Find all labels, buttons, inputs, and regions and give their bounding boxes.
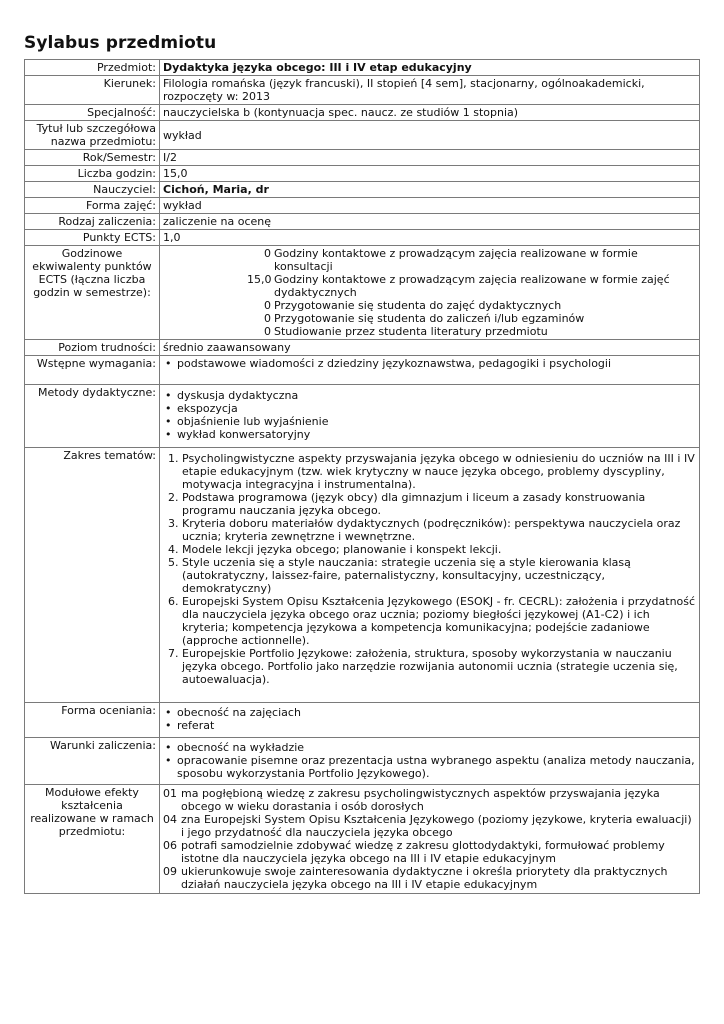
outcome-code: 01 bbox=[163, 787, 177, 800]
outcome-item bbox=[163, 787, 696, 813]
topic-item: 2. Podstawa programowa (język obcy) dla gimnazjum i liceum a zasady konstruowania programu nauczania języka obcego. bbox=[182, 491, 696, 517]
value-godziny: 15,0 bbox=[160, 166, 700, 182]
value-wymagania bbox=[160, 356, 700, 385]
row-efekty bbox=[25, 785, 700, 894]
label-rok: Rok/Semestr: bbox=[25, 150, 160, 166]
label-nauczyciel: Nauczyciel: bbox=[25, 182, 160, 198]
label-kierunek: Kierunek: bbox=[25, 76, 160, 105]
hours-item bbox=[247, 247, 696, 273]
list-item: • ekspozycja bbox=[177, 402, 696, 415]
outcome-code: 04 bbox=[163, 813, 177, 826]
label-ects: Punkty ECTS: bbox=[25, 230, 160, 246]
value-ects: 1,0 bbox=[160, 230, 700, 246]
list-item: • podstawowe wiadomości z dziedziny językoznawstwa, pedagogiki i psychologii bbox=[177, 357, 696, 370]
label-forma-zajec: Forma zajęć: bbox=[25, 198, 160, 214]
hours-item bbox=[247, 299, 696, 312]
row-forma-oceniania bbox=[25, 703, 700, 738]
list-item: • wykład konwersatoryjny bbox=[177, 428, 696, 441]
row-zakres bbox=[25, 448, 700, 703]
label-efekty: Modułowe efekty kształcenia realizowane w ramach przedmiotu: bbox=[25, 785, 160, 894]
label-specjalnosc: Specjalność: bbox=[25, 105, 160, 121]
row-nauczyciel bbox=[25, 182, 700, 198]
value-metody bbox=[160, 385, 700, 448]
hours-text: Godziny kontaktowe z prowadzącym zajęcia realizowane w formie zajęć dydaktycznych bbox=[274, 273, 670, 299]
label-zakres: Zakres tematów: bbox=[25, 448, 160, 703]
list-item: • obecność na wykładzie bbox=[177, 741, 696, 754]
outcome-item bbox=[163, 839, 696, 865]
row-godziny bbox=[25, 166, 700, 182]
topic-item: 5. Style uczenia się a style nauczania: strategie uczenia się a style kierowania klasą (autokratyczny, laissez-faire, paternalistyczny, konsultacyjny, uczestniczący, demokratyczny) bbox=[182, 556, 696, 595]
list-item: • objaśnienie lub wyjaśnienie bbox=[177, 415, 696, 428]
hours-count: 0 bbox=[264, 247, 271, 260]
row-specjalnosc bbox=[25, 105, 700, 121]
label-przedmiot: Przedmiot: bbox=[25, 60, 160, 76]
topic-item: 1. Psycholingwistyczne aspekty przyswajania języka obcego w odniesieniu do uczniów na III i IV etapie edukacyjnym (tzw. wiek krytyczny w nauce języka obcego, problemy dyscypliny, motywacja integracyjna i instrumentalna). bbox=[182, 452, 696, 491]
topic-item: 3. Kryteria doboru materiałów dydaktycznych (podręczników): perspektywa nauczyciela oraz ucznia; kryteria zewnętrzne i wewnętrzne. bbox=[182, 517, 696, 543]
hours-text: Godziny kontaktowe z prowadzącym zajęcia realizowane w formie konsultacji bbox=[274, 247, 638, 273]
label-warunki: Warunki zaliczenia: bbox=[25, 738, 160, 785]
hours-count: 15,0 bbox=[247, 273, 272, 286]
row-tytul bbox=[25, 121, 700, 150]
row-poziom bbox=[25, 340, 700, 356]
row-warunki bbox=[25, 738, 700, 785]
value-forma-oceniania bbox=[160, 703, 700, 738]
value-zakres bbox=[160, 448, 700, 703]
row-kierunek bbox=[25, 76, 700, 105]
hours-item bbox=[247, 325, 696, 338]
row-metody bbox=[25, 385, 700, 448]
hours-item bbox=[247, 312, 696, 325]
list-item: • referat bbox=[177, 719, 696, 732]
label-tytul: Tytuł lub szczegółowa nazwa przedmiotu: bbox=[25, 121, 160, 150]
topic-item: 7. Europejskie Portfolio Językowe: założenia, struktura, sposoby wykorzystania w nauczaniu języka obcego. Portfolio jako narzędzie rozwijania autonomii ucznia (strategie uczenia się, autoewaluacja). bbox=[182, 647, 696, 686]
label-metody: Metody dydaktyczne: bbox=[25, 385, 160, 448]
topic-item: 6. Europejski System Opisu Kształcenia Językowego (ESOKJ - fr. CECRL): założenia i przydatność dla nauczyciela języka obcego oraz ucznia; poziomy biegłości językowej (A1-C2) i ich kryteria; kompetencja językowa a kompetencja komunikacyjna; podejście zadaniowe (approche actionnelle). bbox=[182, 595, 696, 647]
list-item: • dyskusja dydaktyczna bbox=[177, 389, 696, 402]
outcome-code: 09 bbox=[163, 865, 177, 878]
label-poziom: Poziom trudności: bbox=[25, 340, 160, 356]
label-godziny: Liczba godzin: bbox=[25, 166, 160, 182]
label-wymagania: Wstępne wymagania: bbox=[25, 356, 160, 385]
outcome-text: ukierunkowuje swoje zainteresowania dydaktyczne i określa priorytety dla praktycznych działań nauczyciela języka obcego na III i IV etapie edukacyjnym bbox=[181, 865, 668, 891]
value-poziom: średnio zaawansowany bbox=[160, 340, 700, 356]
hours-text: Przygotowanie się studenta do zajęć dydaktycznych bbox=[274, 299, 562, 312]
outcome-text: zna Europejski System Opisu Kształcenia Językowego (poziomy językowe, kryteria ewaluacji) i jego przydatność dla nauczyciela języka obcego bbox=[181, 813, 692, 839]
row-rodzaj bbox=[25, 214, 700, 230]
value-tytul: wykład bbox=[160, 121, 700, 150]
outcome-item bbox=[163, 813, 696, 839]
outcome-text: potrafi samodzielnie zdobywać wiedzę z zakresu glottodydaktyki, formułować problemy istotne dla nauczyciela języka obcego na III i IV etapie edukacyjnym bbox=[181, 839, 665, 865]
list-item: • opracowanie pisemne oraz prezentacja ustna wybranego aspektu (analiza metody nauczania, sposobu wykorzystania Portfolio Językowego). bbox=[177, 754, 696, 780]
hours-count: 0 bbox=[264, 325, 271, 338]
outcome-code: 06 bbox=[163, 839, 177, 852]
syllabus-table bbox=[24, 59, 700, 894]
label-rodzaj: Rodzaj zaliczenia: bbox=[25, 214, 160, 230]
value-rok: I/2 bbox=[160, 150, 700, 166]
outcome-item bbox=[163, 865, 696, 891]
outcome-text: ma pogłębioną wiedzę z zakresu psycholingwistycznych aspektów przyswajania języka obcego w wieku dorastania i osób dorosłych bbox=[181, 787, 660, 813]
value-ekwiwalenty bbox=[160, 246, 700, 340]
row-ekwiwalenty bbox=[25, 246, 700, 340]
value-kierunek: Filologia romańska (język francuski), II stopień [4 sem], stacjonarny, ogólnoakademicki, rozpoczęty w: 2013 bbox=[160, 76, 700, 105]
page-title: Sylabus przedmiotu bbox=[24, 33, 217, 53]
value-rodzaj: zaliczenie na ocenę bbox=[160, 214, 700, 230]
row-przedmiot bbox=[25, 60, 700, 76]
hours-count: 0 bbox=[264, 312, 271, 325]
list-item: • obecność na zajęciach bbox=[177, 706, 696, 719]
value-przedmiot: Dydaktyka języka obcego: III i IV etap edukacyjny bbox=[160, 60, 700, 76]
value-warunki bbox=[160, 738, 700, 785]
row-forma-zajec bbox=[25, 198, 700, 214]
label-ekwiwalenty: Godzinowe ekwiwalenty punktów ECTS (łączna liczba godzin w semestrze): bbox=[25, 246, 160, 340]
value-nauczyciel: Cichoń, Maria, dr bbox=[160, 182, 700, 198]
row-ects bbox=[25, 230, 700, 246]
value-specjalnosc: nauczycielska b (kontynuacja spec. naucz. ze studiów 1 stopnia) bbox=[160, 105, 700, 121]
topic-item: 4. Modele lekcji języka obcego; planowanie i konspekt lekcji. bbox=[182, 543, 696, 556]
hours-count: 0 bbox=[264, 299, 271, 312]
hours-text: Przygotowanie się studenta do zaliczeń i/lub egzaminów bbox=[274, 312, 585, 325]
value-efekty bbox=[160, 785, 700, 894]
label-forma-oceniania: Forma oceniania: bbox=[25, 703, 160, 738]
hours-text: Studiowanie przez studenta literatury przedmiotu bbox=[274, 325, 548, 338]
hours-item bbox=[247, 273, 696, 299]
row-rok bbox=[25, 150, 700, 166]
row-wymagania bbox=[25, 356, 700, 385]
value-forma-zajec: wykład bbox=[160, 198, 700, 214]
